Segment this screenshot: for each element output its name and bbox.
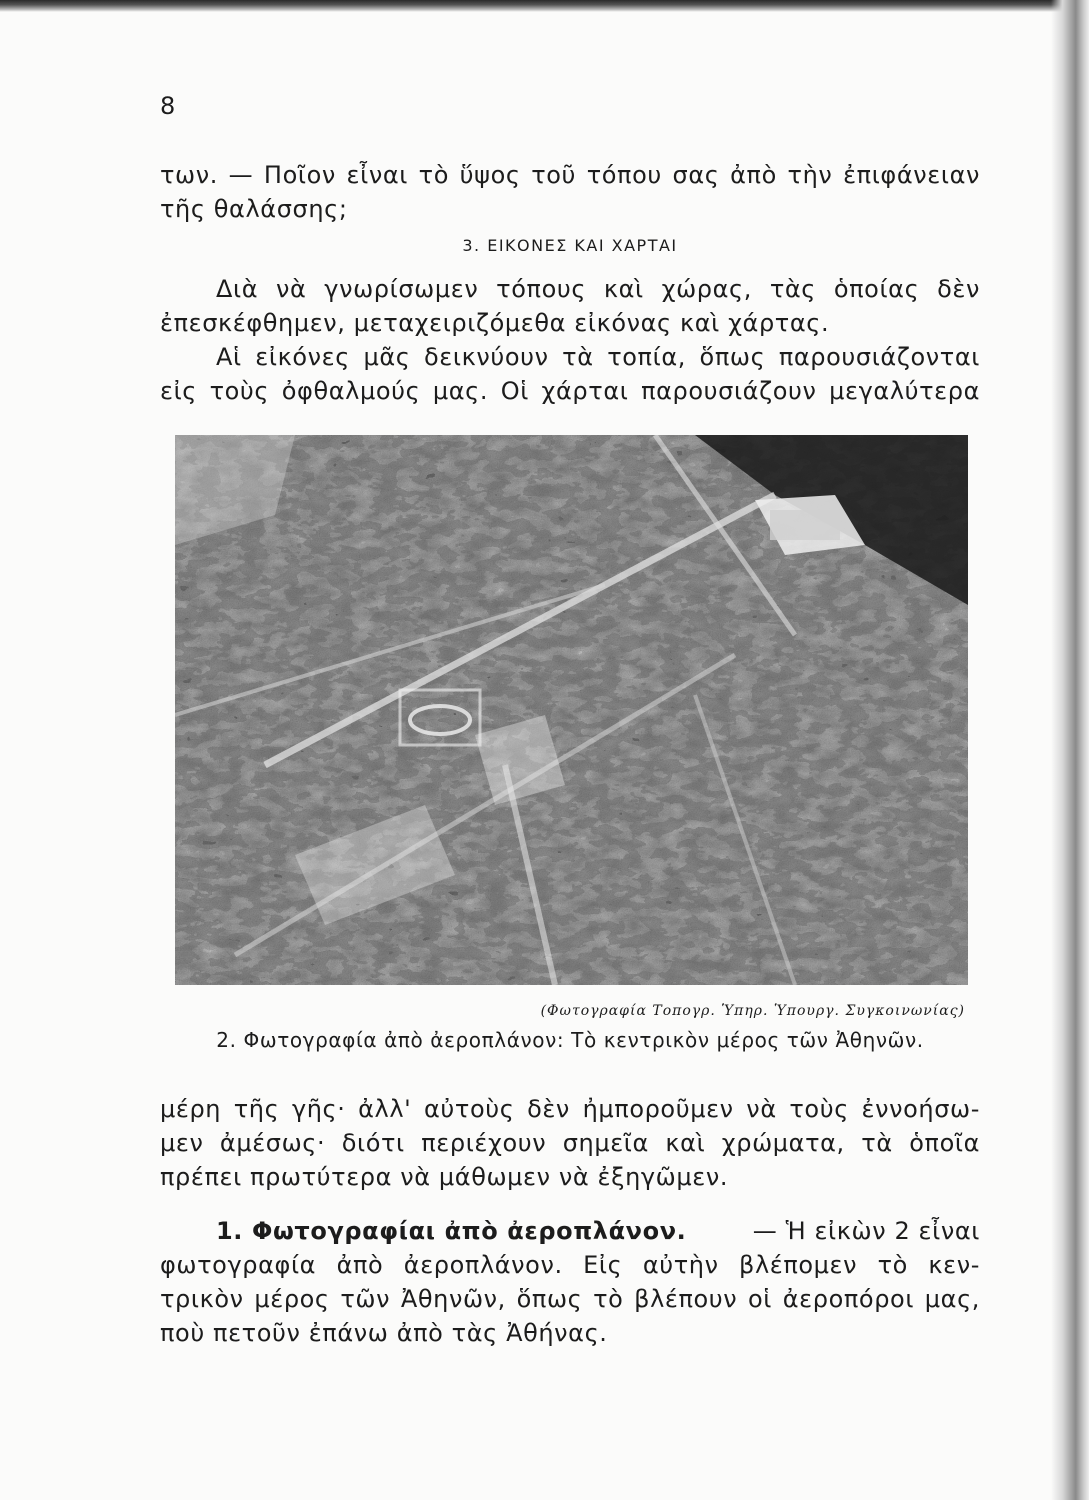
paragraph-line: μεν ἀμέσως· διότι περιέχουν σημεῖα καὶ χρώματα, τὰ ὁποῖα xyxy=(160,1129,980,1157)
subsection-first-line xyxy=(216,1214,980,1248)
aerial-photo-athens xyxy=(175,435,968,985)
paragraph-line: τρικὸν μέρος τῶν Ἀθηνῶν, ὅπως τὸ βλέπουν οἱ ἀεροπόροι μας, xyxy=(160,1285,980,1313)
paragraph-line: φωτογραφία ἀπὸ ἀεροπλάνον. Εἰς αὐτὴν βλέπομεν τὸ κεν- xyxy=(160,1251,980,1279)
photo-credit: (Φωτογραφία Τοπογρ. Ὑπηρ. Ὑπουργ. Συγκοινωνίας) xyxy=(540,1003,965,1019)
paragraph-line: ἐπεσκέφθημεν, μεταχειριζόμεθα εἰκόνας καὶ χάρτας. xyxy=(160,309,830,337)
subsection-heading: 1. Φωτογραφίαι ἀπὸ ἀεροπλάνον. xyxy=(216,1217,687,1245)
paragraph-line: ποὺ πετοῦν ἐπάνω ἀπὸ τὰς Ἀθήνας. xyxy=(160,1319,608,1347)
page-number: 8 xyxy=(160,92,176,120)
scan-spine-shadow xyxy=(1051,0,1089,1500)
paragraph-line: πρέπει πρωτύτερα νὰ μάθωμεν νὰ ἐξηγῶμεν. xyxy=(160,1163,729,1191)
subsection-lead-text: — Ἡ εἰκὼν 2 εἶναι xyxy=(752,1217,980,1245)
paragraph-line: τῆς θαλάσσης; xyxy=(160,195,348,223)
paragraph-line: μέρη τῆς γῆς· ἀλλ' αὐτοὺς δὲν ἠμποροῦμεν νὰ τοὺς ἐννοήσω- xyxy=(160,1095,980,1123)
section-heading: 3. ΕΙΚΟΝΕΣ ΚΑΙ ΧΑΡΤΑΙ xyxy=(462,236,678,255)
paragraph-line: των. — Ποῖον εἶναι τὸ ὕψος τοῦ τόπου σας ἀπὸ τὴν ἐπιφάνειαν xyxy=(160,161,980,189)
paragraph-line: εἰς τοὺς ὀφθαλμούς μας. Οἱ χάρται παρουσιάζουν μεγαλύτερα xyxy=(160,377,980,405)
paragraph-line: Αἱ εἰκόνες μᾶς δεικνύουν τὰ τοπία, ὅπως παρουσιάζονται xyxy=(216,343,980,371)
figure-caption: 2. Φωτογραφία ἀπὸ ἀεροπλάνον: Τὸ κεντρικὸν μέρος τῶν Ἀθηνῶν. xyxy=(216,1028,924,1052)
scan-top-edge xyxy=(0,0,1089,12)
paragraph-line: Διὰ νὰ γνωρίσωμεν τόπους καὶ χώρας, τὰς ὁποίας δὲν xyxy=(216,275,980,303)
